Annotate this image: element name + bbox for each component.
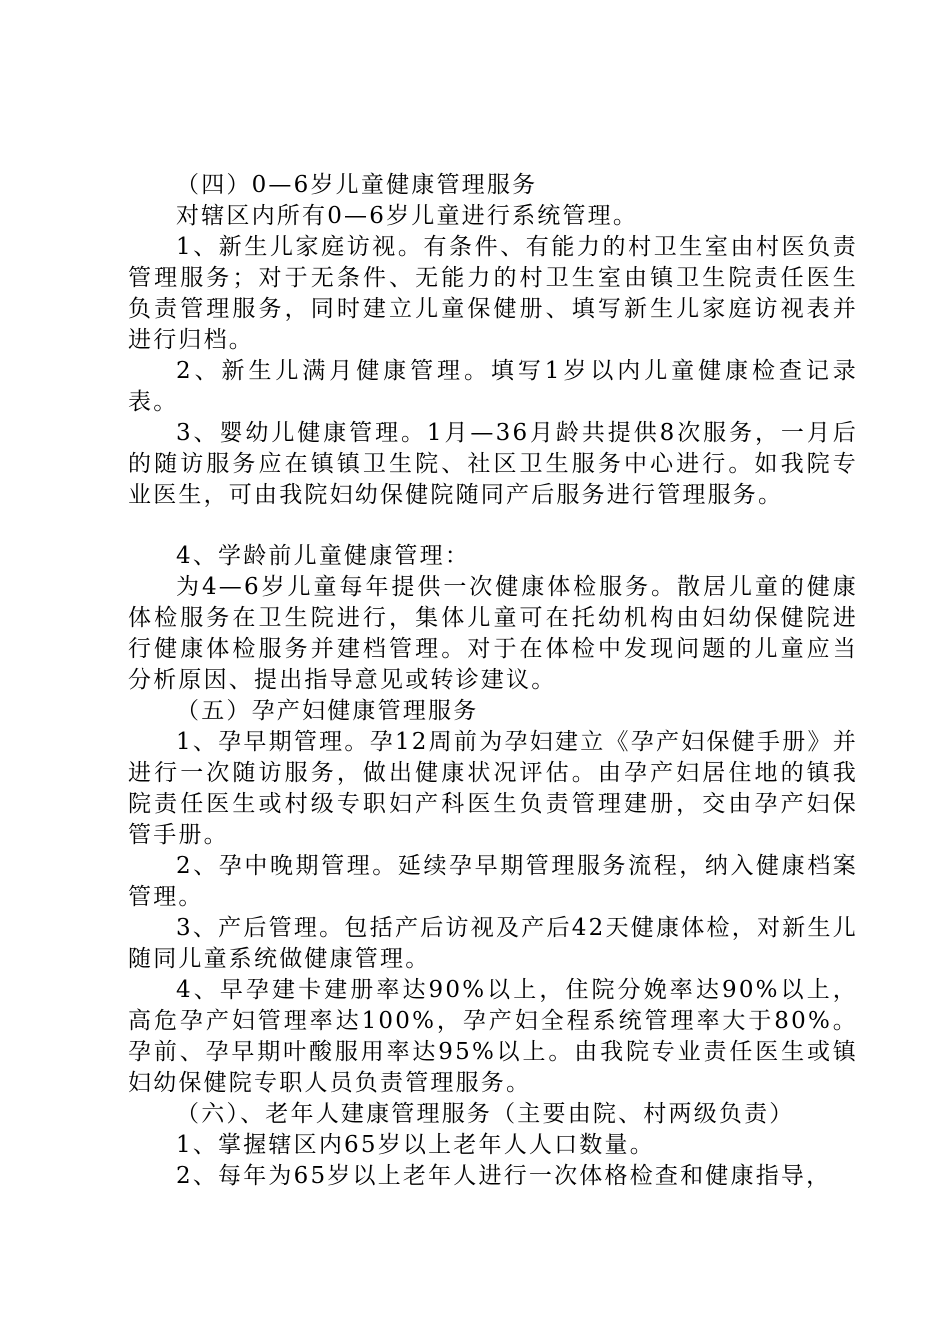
document-body (128, 170, 858, 1192)
paragraph-elderly-count: 1、掌握辖区内65岁以上老年人人口数量。 (176, 1132, 655, 1158)
paragraph-maternal-targets: 4、早孕建卡建册率达90%以上，住院分娩率达90%以上，高危孕产妇管理率达100%，孕产妇全程系统管理率大于80%。孕前、孕早期叶酸服用率达95%以上。由我院专业责任医生或镇妇幼保健院专职人员负责管理服务。 (128, 977, 858, 1096)
paragraph-newborn-month: 2、新生儿满月健康管理。填写1岁以内儿童健康检查记录表。 (128, 358, 858, 415)
section-heading-maternal-health: （五）孕产妇健康管理服务 (176, 698, 479, 724)
paragraph-elderly-checkup: 2、每年为65岁以上老年人进行一次体格检查和健康指导， (176, 1163, 832, 1189)
paragraph-child-scope: 对辖区内所有0—6岁儿童进行系统管理。 (176, 203, 639, 229)
section-heading-child-health: （四）0—6岁儿童健康管理服务 (176, 172, 538, 198)
paragraph-infant-health: 3、婴幼儿健康管理。1月—36月龄共提供8次服务，一月后的随访服务应在镇镇卫生院、社区卫生服务中心进行。如我院专业医生，可由我院妇幼保健院随同产后服务进行管理服务。 (128, 420, 858, 508)
paragraph-postpartum: 3、产后管理。包括产后访视及产后42天健康体检，对新生儿随同儿童系统做健康管理。 (128, 915, 858, 972)
paragraph-early-pregnancy: 1、孕早期管理。孕12周前为孕妇建立《孕产妇保健手册》并进行一次随访服务，做出健康状况评估。由孕产妇居住地的镇我院责任医生或村级专职妇产科医生负责管理建册，交由孕产妇保管手册。 (128, 729, 858, 848)
paragraph-newborn-visit: 1、新生儿家庭访视。有条件、有能力的村卫生室由村医负责管理服务；对于无条件、无能力的村卫生室由镇卫生院责任医生负责管理服务，同时建立儿童保健册、填写新生儿家庭访视表并进行归档。 (128, 234, 858, 353)
section-heading-elderly-health: （六）、老年人建康管理服务（主要由院、村两级负责） (176, 1101, 795, 1127)
paragraph-preschool-heading: 4、学龄前儿童健康管理： (176, 543, 471, 569)
paragraph-mid-late-pregnancy: 2、孕中晚期管理。延续孕早期管理服务流程，纳入健康档案管理。 (128, 853, 858, 910)
paragraph-preschool-checkup: 为4—6岁儿童每年提供一次健康体检服务。散居儿童的健康体检服务在卫生院进行，集体儿童可在托幼机构由妇幼保健院进行健康体检服务并建档管理。对于在体检中发现问题的儿童应当分析原因、提出指导意见或转诊建议。 (128, 574, 858, 693)
